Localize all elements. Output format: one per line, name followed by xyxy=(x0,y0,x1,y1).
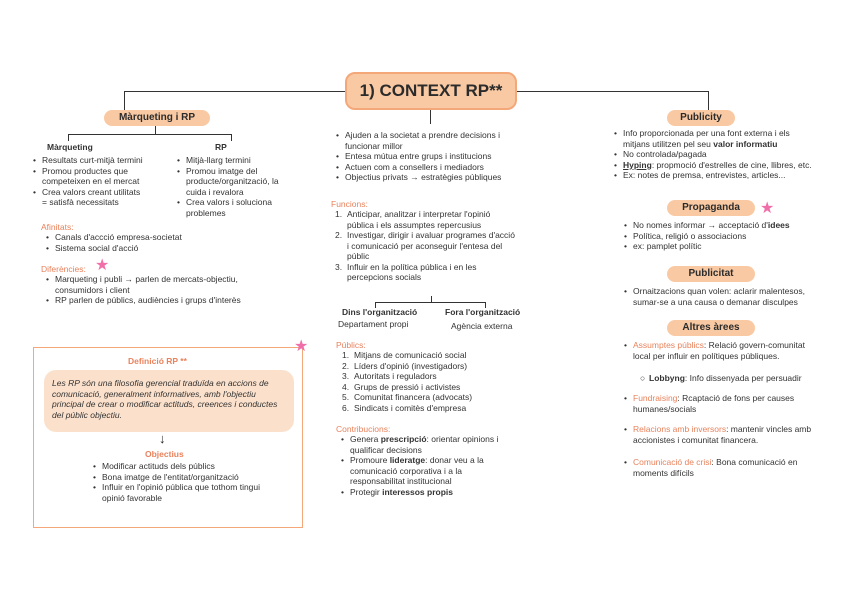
star-icon: ★ xyxy=(760,200,775,217)
list-item: • Ornaitzacions quan volen: aclarir malentesos, sumar-se a una causa o demanar disculpes xyxy=(623,286,823,307)
list-item: • Política, religió o associacions xyxy=(623,231,813,242)
list-item: • Influir en l'opinió pública que tothom tingui opinió favorable xyxy=(92,482,262,503)
publicity-pill: Publicity xyxy=(667,110,735,126)
arrow-right-icon: → xyxy=(124,274,133,284)
list-item: • No nomes informar → acceptació d'idees xyxy=(623,220,813,231)
connector-mrp-r xyxy=(231,134,232,141)
connector-left-h xyxy=(124,91,346,92)
list-item: • Ajuden a la societat a prendre decisions i funcionar millor xyxy=(335,130,525,151)
list-item: • ex: pamplet polític xyxy=(623,241,813,252)
list-item: • Info proporcionada per una font externa i els mitjans utilitzen pel seu valor informatiu xyxy=(613,128,813,149)
list-item: • Bona imatge de l'entitat/organització xyxy=(92,472,262,483)
list-item: 1. Mitjans de comunicació social xyxy=(342,350,467,360)
lobbyng-item: ○ Lobbyng: Info dissenyada per persuadir xyxy=(640,373,802,383)
publics-list xyxy=(342,350,522,413)
list-item: • Promou productes que competeixen en el mercat xyxy=(32,166,147,187)
connector-mrp-l xyxy=(68,134,69,141)
definition-text: Les RP són una filosofia gerencial traduïda en accions de comunicació, generalment informatives, amb l'objectiu principal de crear o modificar actituds, creences i conductes del públic objectiu. xyxy=(44,370,294,432)
fora-heading: Fora l'organització xyxy=(445,307,521,317)
list-item: • Comunicació de crisi: Bona comunicació en moments difícils xyxy=(623,457,818,478)
list-item: • Genera prescripció: orientar opinions i qualificar decisions xyxy=(340,434,515,455)
marqueting-rp-pill: Màrqueting i RP xyxy=(104,110,210,126)
diferencies-list xyxy=(45,274,275,306)
diferencies-heading: Diferències: xyxy=(41,264,86,274)
list-item: 1. Anticipar, analitzar i interpretar l'opinió pública i els assumptes repercusius xyxy=(335,209,491,230)
publics-heading: Públics: xyxy=(336,340,366,350)
list-item: • Relacions amb inversors: mantenir vincles amb accionistes i comunitat financera. xyxy=(623,424,818,445)
list-item: • Promoure lideratge: donar veu a la comunicació corporativa i a la responsabilitat institucional xyxy=(340,455,515,487)
connector-mrp-v xyxy=(155,126,156,134)
list-item: • No controlada/pagada xyxy=(613,149,813,160)
list-item: • Hyping: propmoció d'estrelles de cine, llibres, etc. xyxy=(613,160,813,171)
list-item: • Sistema social d'acció xyxy=(45,243,245,254)
list-item: • Assumptes públics: Relació govern-comunitat local per influir en polítiques públiques. xyxy=(623,340,818,361)
objectius-list xyxy=(92,461,262,503)
altres-list xyxy=(623,340,818,361)
center-intro-list xyxy=(335,130,525,183)
connector-center-v xyxy=(430,110,431,124)
list-item: • RP parlen de públics, audiències i grups d'interès xyxy=(45,295,275,306)
list-item: • Crea valors i soluciona problemes xyxy=(176,197,291,218)
arrow-right-icon: → xyxy=(707,220,717,230)
connector-right-h xyxy=(516,91,709,92)
list-item: 5. Comunitat financera (advocats) xyxy=(342,392,473,402)
list-item: • Ex: notes de premsa, entrevistes, articles... xyxy=(613,170,813,181)
list-item: • Entesa mútua entre grups i institucions xyxy=(335,151,525,162)
list-item: 4. Grups de pressió i activistes xyxy=(342,381,461,392)
arrow-down-icon: ↓ xyxy=(159,431,166,446)
dins-sub: Departament propi xyxy=(338,319,409,329)
connector-right-v xyxy=(708,91,709,110)
list-item: • Promou imatge del producte/organització, la cuida i revalora xyxy=(176,166,291,198)
definition-heading: Definició RP ** xyxy=(128,356,187,366)
fora-sub: Agència externa xyxy=(451,321,513,331)
connector-left-v xyxy=(124,91,125,111)
list-item: • Canals d'accció empresa-societat xyxy=(45,232,245,243)
rp-list xyxy=(176,155,291,218)
objectius-heading: Objectius xyxy=(145,449,184,459)
list-item: 3. Influir en la política pública i en les percepcions socials xyxy=(335,261,477,282)
list-item: • Marqueting i publi → parlen de mercats-objectiu, consumidors i client xyxy=(45,274,275,295)
arrow-right-icon: → xyxy=(410,172,419,182)
page-title: 1) CONTEXT RP** xyxy=(345,72,517,110)
list-item: • Modificar actituds dels públics xyxy=(92,461,262,472)
publicity-list xyxy=(613,128,813,181)
connector-org-h xyxy=(375,302,486,303)
afinitats-heading: Afinitats: xyxy=(41,222,74,232)
list-item: • Objectius privats → estratègies públiques xyxy=(335,172,525,183)
rp-heading: RP xyxy=(215,142,227,152)
contribucions-heading: Contribucions: xyxy=(336,424,391,434)
propaganda-pill: Propaganda xyxy=(667,200,755,216)
propaganda-list xyxy=(623,220,813,252)
list-item: • Resultats curt-mitjà termini xyxy=(32,155,147,166)
list-item: • Protegir interessos propis xyxy=(340,487,515,498)
funcions-heading: Funcions: xyxy=(331,199,368,209)
marqueting-heading: Màrqueting xyxy=(47,142,93,152)
altres-list-3 xyxy=(623,424,818,445)
list-item: • Actuen com a consellers i mediadors xyxy=(335,162,525,173)
contribucions-list xyxy=(340,434,515,497)
altres-list-4 xyxy=(623,457,818,478)
list-item: 2. Investigar, dirigir i avaluar programes d'acció i comunicació per aconseguir l'entesa del públic xyxy=(335,230,515,261)
star-icon: ★ xyxy=(95,257,110,274)
list-item: 2. Líders d'opinió (investigadors) xyxy=(342,360,468,371)
list-item: • Crea valors creant utilitats = satisfà necessitats xyxy=(32,187,147,208)
dins-heading: Dins l'organització xyxy=(342,307,418,317)
list-item: • Fundraising: Rcaptació de fons per causes humanes/socials xyxy=(623,393,818,414)
afinitats-list xyxy=(45,232,245,253)
altres-list-2 xyxy=(623,393,818,414)
connector-mrp-h xyxy=(68,134,232,135)
marqueting-list xyxy=(32,155,147,208)
star-icon: ★ xyxy=(294,338,309,355)
publicitat-list xyxy=(623,286,823,307)
list-item: 6. Sindicats i comitès d'empresa xyxy=(342,402,467,413)
altres-pill: Altres àrees xyxy=(667,320,755,336)
list-item: • Mitjà-llarg termini xyxy=(176,155,291,166)
publicitat-pill: Publicitat xyxy=(667,266,755,282)
funcions-list xyxy=(335,209,515,283)
list-item: 3. Autoritats i reguladors xyxy=(342,371,437,381)
